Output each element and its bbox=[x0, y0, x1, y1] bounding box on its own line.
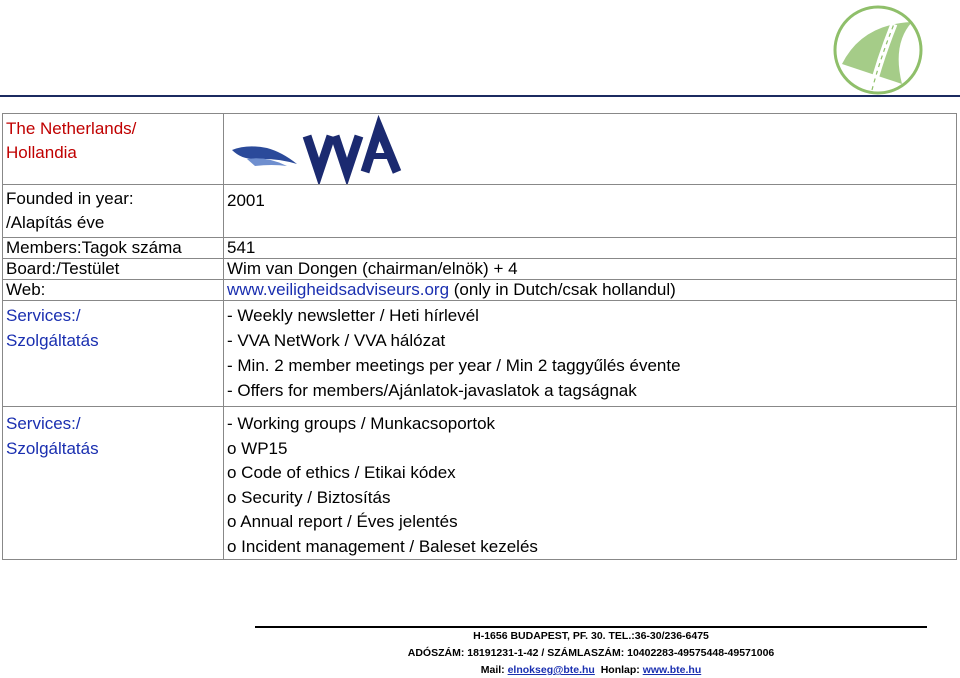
board-label: Board:/Testület bbox=[3, 259, 224, 280]
services-list bbox=[224, 407, 957, 560]
table-row bbox=[3, 238, 957, 259]
header-rule bbox=[0, 95, 960, 97]
services-list bbox=[224, 301, 957, 407]
services-label-line: Szolgáltatás bbox=[6, 331, 99, 350]
board-value: Wim van Dongen (chairman/elnök) + 4 bbox=[224, 259, 957, 280]
vva-logo-icon bbox=[227, 114, 417, 184]
list-item: - VVA NetWork / VVA hálózat bbox=[227, 331, 446, 350]
country-line: Hollandia bbox=[6, 143, 77, 162]
members-value: 541 bbox=[224, 238, 957, 259]
table-row bbox=[3, 185, 957, 238]
country-line: The Netherlands/ bbox=[6, 119, 137, 138]
mail-link[interactable]: elnokseg@bte.hu bbox=[507, 664, 595, 676]
list-item: - Offers for members/Ajánlatok-javaslatok a tagságnak bbox=[227, 381, 637, 400]
services-label bbox=[3, 407, 224, 560]
founded-value-text: 2001 bbox=[227, 191, 265, 210]
services-label bbox=[3, 301, 224, 407]
web-link[interactable]: www.veiligheidsadviseurs.org bbox=[227, 280, 450, 299]
info-table bbox=[2, 113, 957, 560]
founded-label-line: /Alapítás éve bbox=[6, 213, 105, 232]
list-item: - Min. 2 member meetings per year / Min 2 taggyűlés évente bbox=[227, 356, 681, 375]
founded-value bbox=[224, 185, 957, 238]
footer-address: H-1656 BUDAPEST, PF. 30. TEL.:36-30/236-6475 bbox=[473, 630, 709, 642]
table-row bbox=[3, 301, 957, 407]
footer-rule bbox=[255, 626, 927, 628]
org-logo-cell bbox=[224, 114, 957, 185]
list-item: - Working groups / Munkacsoportok bbox=[227, 414, 496, 433]
list-item: o Annual report / Éves jelentés bbox=[227, 512, 458, 531]
table-row bbox=[3, 114, 957, 185]
founded-label bbox=[3, 185, 224, 238]
footer-tax: ADÓSZÁM: 18191231-1-42 / SZÁMLASZÁM: 10402283-49575448-49571006 bbox=[407, 647, 775, 659]
list-item: - Weekly newsletter / Heti hírlevél bbox=[227, 306, 479, 325]
services-label-line: Services:/ bbox=[6, 414, 81, 433]
table-row bbox=[3, 407, 957, 560]
table-row bbox=[3, 259, 957, 280]
founded-label-line: Founded in year: bbox=[6, 189, 134, 208]
country-cell bbox=[3, 114, 224, 185]
footer-contact bbox=[255, 664, 927, 676]
list-item: o Security / Biztosítás bbox=[227, 487, 391, 507]
web-label-footer: Honlap: bbox=[594, 664, 643, 676]
list-item: o Incident management / Baleset kezelés bbox=[227, 536, 538, 556]
list-item: o WP15 bbox=[227, 438, 288, 458]
web-label: Web: bbox=[3, 280, 224, 301]
mail-label: Mail: bbox=[480, 664, 508, 676]
web-note: (only in Dutch/csak hollandul) bbox=[449, 280, 676, 299]
services-label-line: Services:/ bbox=[6, 306, 81, 325]
web-value bbox=[224, 280, 957, 301]
table-row bbox=[3, 280, 957, 301]
road-logo-icon bbox=[832, 4, 924, 96]
services-label-line: Szolgáltatás bbox=[6, 438, 99, 458]
members-label: Members:Tagok száma bbox=[3, 238, 224, 259]
website-link[interactable]: www.bte.hu bbox=[642, 664, 702, 676]
list-item: o Code of ethics / Etikai kódex bbox=[227, 463, 456, 482]
